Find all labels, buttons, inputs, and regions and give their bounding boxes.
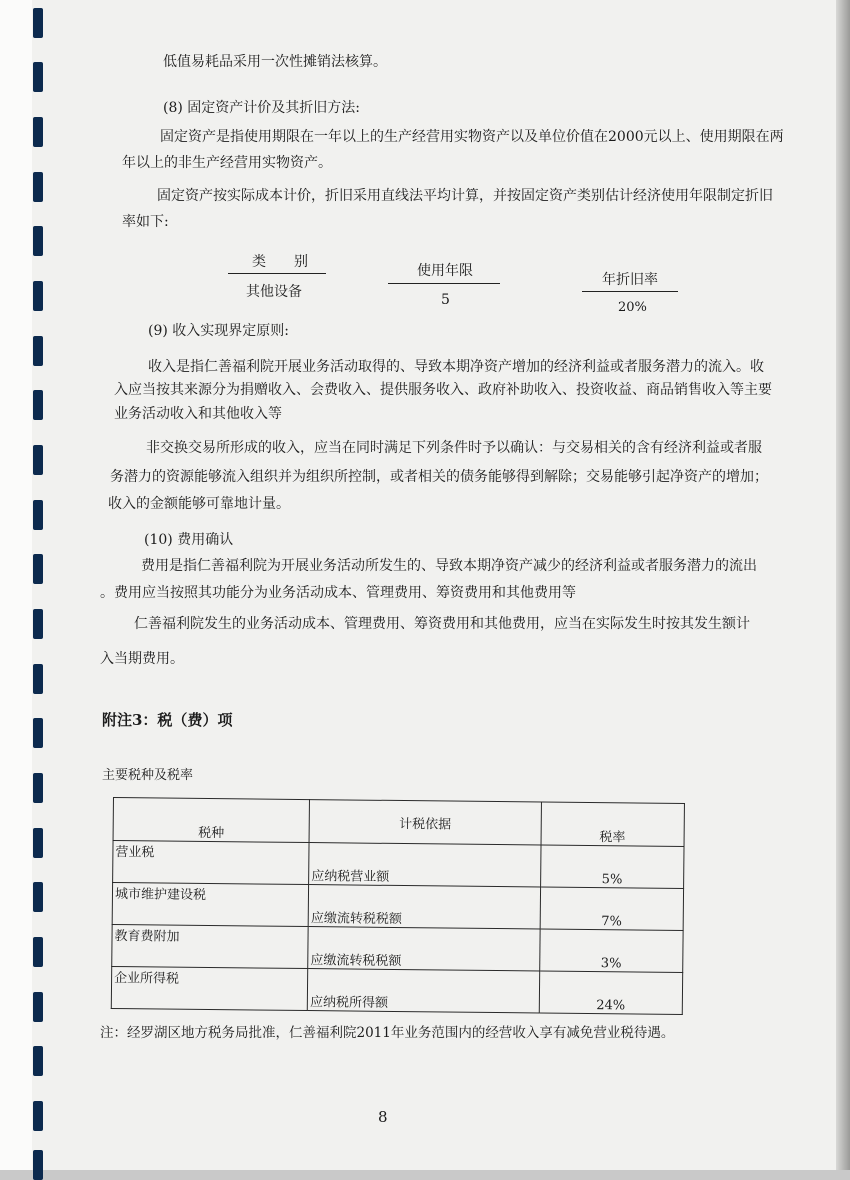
header-underline: [228, 273, 326, 274]
binding-ring: [33, 773, 43, 803]
paragraph-expense-line1: 费用是指仁善福利院为开展业务活动所发生的、导致本期净资产减少的经济利益或者服务潜力的流出: [141, 558, 757, 574]
header-tax-rate: 税率: [541, 802, 685, 846]
note3-subtitle: 主要税种及税率: [102, 768, 194, 783]
tax-rate-table: [111, 797, 685, 1015]
cell-tax-type: 教育费附加: [112, 924, 309, 968]
table-header-row: [113, 798, 684, 847]
binding-ring: [33, 992, 43, 1022]
binding-ring: [33, 445, 43, 475]
header-tax-type: 税种: [113, 798, 310, 843]
cell-tax-rate: 5%: [540, 845, 684, 888]
binding-ring: [33, 172, 43, 202]
table-row: [112, 924, 683, 972]
paragraph-nonexchange-line2: 务潜力的资源能够流入组织并为组织所控制，或者相关的债务能够得到解除；交易能够引起净资产的增加；: [110, 469, 768, 485]
cell-tax-basis: 应纳税营业额: [309, 843, 541, 887]
header-underline: [582, 291, 678, 292]
binding-ring: [33, 62, 43, 92]
binding-ring: [33, 554, 43, 584]
table-row: [113, 841, 684, 889]
header-underline: [388, 283, 500, 284]
binding-ring: [33, 500, 43, 530]
binding-ring: [33, 882, 43, 912]
binding-ring: [33, 718, 43, 748]
depreciation-header-rate: 年折旧率: [602, 272, 658, 288]
heading-fixed-assets: (8) 固定资产计价及其折旧方法:: [163, 100, 360, 116]
cell-tax-rate: 7%: [540, 887, 684, 930]
binding-strip: [0, 0, 32, 1170]
depreciation-header-category: 类 别: [252, 254, 308, 270]
cell-tax-rate: 24%: [539, 971, 683, 1014]
paragraph-nonexchange-line3: 收入的金额能够可靠地计量。: [108, 496, 290, 512]
binding-ring: [33, 390, 43, 420]
cell-tax-rate: 3%: [539, 929, 683, 972]
paragraph-cost-line2: 率如下:: [122, 214, 169, 230]
paragraph-expense-line4: 入当期费用。: [100, 651, 184, 667]
binding-ring: [33, 664, 43, 694]
binding-ring: [33, 609, 43, 639]
binding-ring: [33, 1150, 43, 1180]
cell-tax-basis: 应缴流转税税额: [308, 927, 540, 971]
cell-tax-basis: 应缴流转税税额: [308, 885, 540, 929]
binding-ring: [33, 828, 43, 858]
cell-tax-type: 城市维护建设税: [112, 883, 309, 927]
binding-ring: [33, 336, 43, 366]
paragraph-fixed-assets-line2: 年以上的非生产经营用实物资产。: [122, 155, 332, 171]
paragraph-expense-line3: 仁善福利院发生的业务活动成本、管理费用、筹资费用和其他费用，应当在实际发生时按其发生额计: [134, 616, 750, 632]
cell-tax-type: 企业所得税: [111, 966, 308, 1010]
cell-tax-type: 营业税: [113, 841, 310, 885]
paragraph-fixed-assets-line1: 固定资产是指使用期限在一年以上的生产经营用实物资产以及单位价值在2000元以上、使用期限在两: [160, 129, 784, 145]
heading-expense: (10) 费用确认: [144, 532, 234, 548]
paragraph-income-line3: 业务活动收入和其他收入等: [114, 406, 282, 422]
depreciation-category-value: 其他设备: [246, 284, 302, 300]
paragraph-income-line2: 入应当按其来源分为捐赠收入、会费收入、提供服务收入、政府补助收入、投资收益、商品销售收入等主要: [114, 382, 772, 398]
binding-ring: [33, 1101, 43, 1131]
page-edge-shadow: [836, 0, 850, 1170]
depreciation-header-years: 使用年限: [417, 263, 473, 279]
note3-title: 附注3：税（费）项: [102, 711, 233, 729]
paragraph-expense-line2: 。费用应当按照其功能分为业务活动成本、管理费用、筹资费用和其他费用等: [100, 585, 576, 601]
binding-ring: [33, 937, 43, 967]
table-row: [112, 883, 683, 931]
header-tax-basis: 计税依据: [309, 800, 541, 845]
depreciation-years-value: 5: [441, 292, 450, 308]
binding-ring: [33, 226, 43, 256]
binding-ring: [33, 281, 43, 311]
depreciation-rate-value: 20%: [618, 300, 647, 315]
binding-ring: [33, 1046, 43, 1076]
table-row: [111, 966, 682, 1014]
page-number: 8: [378, 1108, 388, 1126]
heading-income: (9) 收入实现界定原则:: [148, 323, 289, 339]
note3-footnote: 注：经罗湖区地方税务局批准，仁善福利院2011年业务范围内的经营收入享有减免营业税待遇。: [100, 1025, 675, 1041]
binding-ring: [33, 8, 43, 38]
paragraph-income-line1: 收入是指仁善福利院开展业务活动取得的、导致本期净资产增加的经济利益或者服务潜力的流入。收: [148, 359, 764, 375]
cell-tax-basis: 应纳税所得额: [307, 969, 539, 1013]
binding-ring: [33, 117, 43, 147]
paragraph-low-value-items: 低值易耗品采用一次性摊销法核算。: [163, 54, 387, 70]
paragraph-nonexchange-line1: 非交换交易所形成的收入，应当在同时满足下列条件时予以确认：与交易相关的含有经济利益或者服: [146, 440, 762, 456]
paragraph-cost-line1: 固定资产按实际成本计价，折旧采用直线法平均计算，并按固定资产类别估计经济使用年限制定折旧: [157, 188, 773, 204]
